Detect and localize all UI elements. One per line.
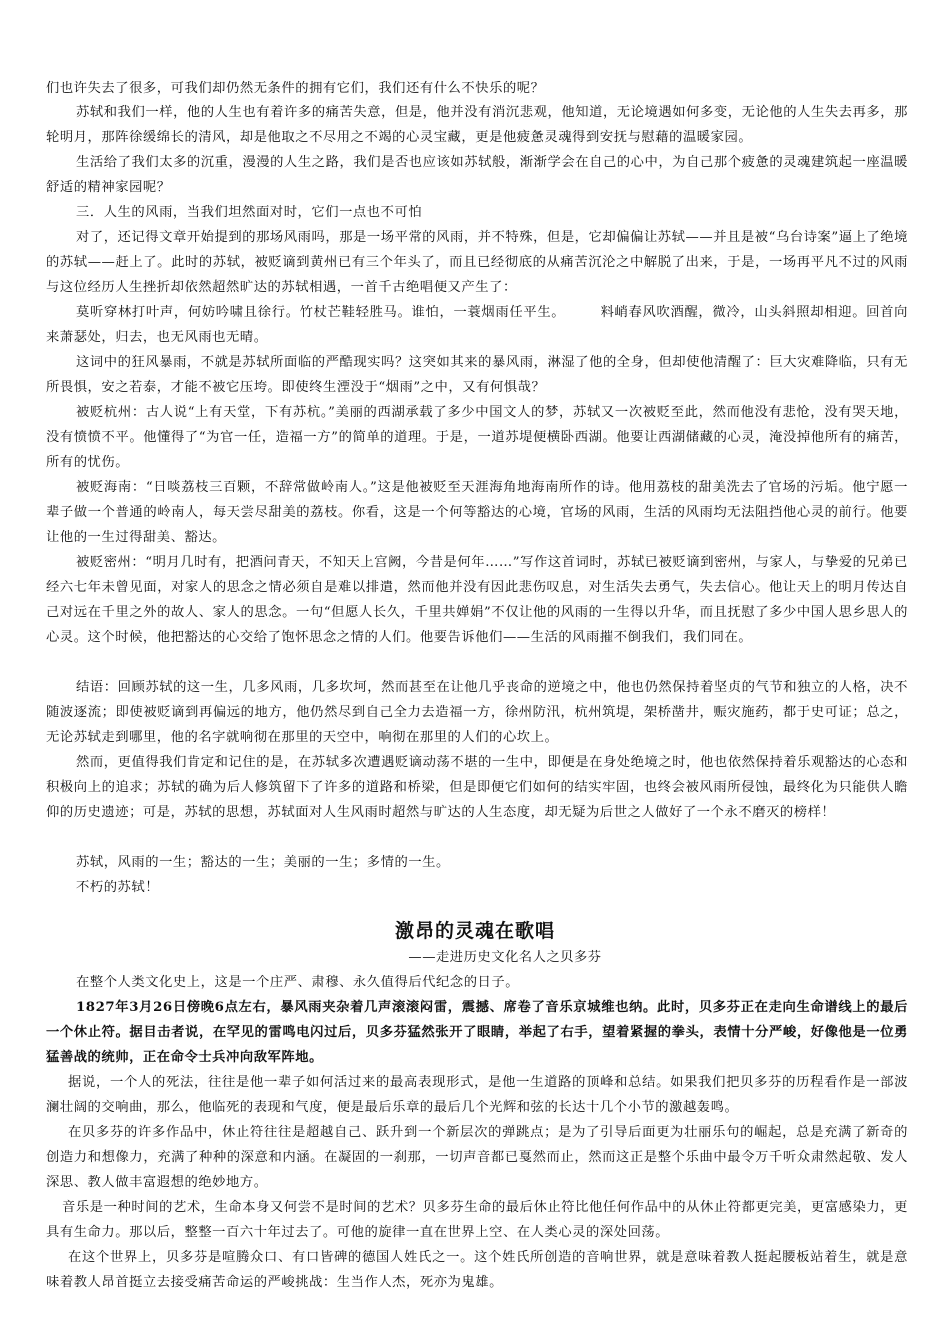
- paragraph-legacy: 然而，更值得我们肯定和记住的是，在苏轼多次遭遇贬谪动荡不堪的一生中，即便是在身处绝境之时，他也依然保持着乐观豁达的心态和积极向上的追求；苏轼的确为后人修筑留下了许多的道路和桥梁，但是即便它们如何的结实牢固，也终会被风雨所侵蚀，最终化为只能供人瞻仰的历史遗迹；可是，苏轼的思想，苏轼面对人生风雨时超然与旷达的人生态度，却无疑为后世之人做好了一个永不磨灭的榜样！: [46, 755, 908, 820]
- paragraph-storm-intro: 对了，还记得文章开始提到的那场风雨吗，那是一场平常的风雨，并不特殊，但是，它却偏偏让苏轼——并且是被“乌台诗案”逼上了绝境的苏轼——赶上了。此时的苏轼，被贬谪到黄州已有三个年头了，而且已经彻底的从痛苦沉沦之中解脱了出来，于是，一场再平凡不过的风雨与这位经历人生挫折却依然超然旷达的苏轼相遇，一首千古绝唱便又产生了：: [46, 230, 908, 295]
- article-subtitle: ——走进历史文化名人之贝多芬: [408, 950, 602, 965]
- paragraph-mizhou: 被贬密州：“明月几时有，把酒问青天，不知天上宫阙，今昔是何年……”写作这首词时，苏轼已被贬谪到密州，与家人，与挚爱的兄弟已经六七年未曾见面，对家人的思念之情必须自是难以排遣，然而他并没有因此悲伤叹息，对生活失去勇气，失去信心。他让天上的明月传达自己对远在千里之外的故人、家人的思念。一句“但愿人长久，千里共婵娟”不仅让他的风雨的一生得以升华，而且抚慰了多少中国人思乡思人的心灵。这个时候，他把豁达的心交给了饱怀思念之情的人们。他要告诉他们——生活的风雨摧不倒我们，我们同在。: [46, 555, 908, 645]
- paragraph-death-scene: 1827年3月26日傍晚6点左右，暴风雨夹杂着几声滚滚闷雷，震撼、席卷了音乐京城维也纳。此时，贝多芬正在走向生命谱线上的最后一个休止符。据目击者说，在罕见的雷鸣电闪过后，贝多芬猛然张开了眼睛，举起了右手，望着紧握的拳头，表情十分严峻，好像他是一位勇猛善战的统帅，正在命令士兵冲向敌军阵地。: [46, 1000, 908, 1065]
- paragraph-way-of-death: 据说，一个人的死法，往往是他一辈子如何活过来的最高表现形式，是他一生道路的顶峰和总结。如果我们把贝多芬的历程看作是一部波澜壮阔的交响曲，那么，他临死的表现和气度，便是最后乐章的最后几个光辉和弦的长达十几个小节的激越轰鸣。: [46, 1075, 908, 1115]
- paragraph-hangzhou: 被贬杭州：古人说“上有天堂，下有苏杭。”美丽的西湖承载了多少中国文人的梦，苏轼又一次被贬至此，然而他没有悲怆，没有哭天地，没有愤愤不平。他懂得了“为官一任，造福一方”的简单的道理。于是，一道苏堤便横卧西湖。他要让西湖储藏的心灵，淹没掉他所有的痛苦，所有的忧伤。: [46, 405, 908, 470]
- paragraph-continuation: 们也许失去了很多，可我们却仍然无条件的拥有它们，我们还有什么不快乐的呢？: [46, 81, 545, 96]
- paragraph-hainan: 被贬海南：“日啖荔枝三百颗，不辞常做岭南人。”这是他被贬至天涯海角地海南所作的诗。他用荔枝的甜美洗去了官场的污垢。他宁愿一辈子做一个普通的岭南人，每天尝尽甜美的荔枝。你看，这是一个何等豁达的心境，官场的风雨，生活的风雨均无法阻挡他心灵的前行。他要让他的一生过得甜美、豁达。: [46, 480, 908, 545]
- poem-ding-feng-bo: 莫听穿林打叶声，何妨吟啸且徐行。竹杖芒鞋轻胜马。谁怕，一蓑烟雨任平生。 料峭春风吹酒醒，微冷，山头斜照却相迎。回首向来萧瑟处，归去，也无风雨也无晴。: [46, 305, 908, 345]
- paragraph-conclusion: 结语：回顾苏轼的这一生，几多风雨，几多坎坷，然而甚至在让他几乎丧命的逆境之中，他也仍然保持着坚贞的气节和独立的人格，决不随波逐流；即使被贬谪到再偏远的地方，他仍然尽到自己全力去造福一方，徐州防汛，杭州筑堤，架桥凿井，赈灾施药，都于史可证；总之，无论苏轼走到哪里，他的名字就响彻在那里的天空中，响彻在那里的人们的心坎上。: [46, 680, 908, 745]
- paragraph-rests: 在贝多芬的许多作品中，休止符往往是超越自己、跃升到一个新层次的弹跳点；是为了引导后面更为壮丽乐句的崛起，总是充满了新奇的创造力和想像力，充满了种种的深意和内涵。在凝固的一刹那，一切声音都已戛然而止，然而这正是整个乐曲中最令万千听众肃然起敬、发人深思、教人做丰富遐想的绝妙地方。: [46, 1125, 908, 1190]
- paragraph-time-art: 音乐是一种时间的艺术，生命本身又何尝不是时间的艺术？贝多芬生命的最后休止符比他任何作品中的从休止符都更完美，更富感染力，更具有生命力。那以后，整整一百六十年过去了。可他的旋律一直在世界上空、在人类心灵的深处回荡。: [46, 1200, 908, 1240]
- paragraph-su-shi-moon: 苏轼和我们一样，他的人生也有着许多的痛苦失意，但是，他并没有消沉悲观，他知道，无论境遇如何多变，无论他的人生失去再多，那轮明月，那阵徐缓绵长的清风，却是他取之不尽用之不竭的心灵宝藏，更是他疲惫灵魂得到安抚与慰藉的温暖家园。: [46, 105, 908, 145]
- section-heading-three: 三．人生的风雨，当我们坦然面对时，它们一点也不可怕: [76, 205, 423, 220]
- paragraph-storm-meaning: 这词中的狂风暴雨，不就是苏轼所面临的严酷现实吗？这突如其来的暴风雨，淋湿了他的全身，但却使他清醒了：巨大灾难降临，只有无所畏惧，安之若泰，才能不被它压垮。即使终生湮没于“烟雨”之中，又有何惧哉？: [46, 355, 908, 395]
- paragraph-summary: 苏轼，风雨的一生；豁达的一生；美丽的一生；多情的一生。: [76, 855, 450, 870]
- article-title: 激昂的灵魂在歌唱: [394, 920, 555, 942]
- paragraph-beethoven-name: 在这个世界上，贝多芬是喧腾众口、有口皆碑的德国人姓氏之一。这个姓氏所创造的音响世界，就是意味着教人挺起腰板站着生，就是意味着教人昂首挺立去接受痛苦命运的严峻挑战：生当作人杰，死亦为鬼雄。: [46, 1250, 908, 1290]
- paragraph-immortal: 不朽的苏轼！: [76, 880, 160, 895]
- paragraph-spiritual-home: 生活给了我们太多的沉重，漫漫的人生之路，我们是否也应该如苏轼般，渐渐学会在自己的心中，为自己那个疲惫的灵魂建筑起一座温暖舒适的精神家园呢？: [46, 155, 908, 195]
- paragraph-solemn-day: 在整个人类文化史上，这是一个庄严、肃穆、永久值得后代纪念的日子。: [76, 975, 520, 990]
